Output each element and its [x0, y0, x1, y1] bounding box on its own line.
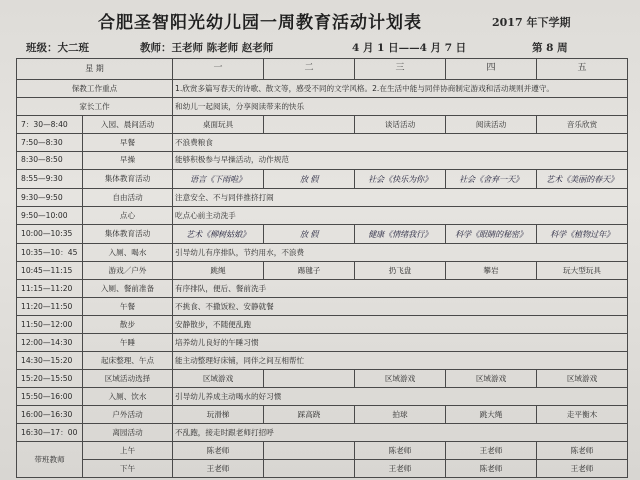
duty-teacher-cell: 王老师 [355, 459, 446, 477]
weekly-content-cell: 注意安全、不与同伴推挤打闹 [173, 189, 628, 207]
day-cell: 阅读活动 [446, 115, 537, 133]
day-cell: 区域游戏 [355, 369, 446, 387]
time-cell: 16:00—16:30 [17, 405, 83, 423]
time-cell: 10:35—10：45 [17, 244, 83, 262]
day-cell: 放 假 [264, 169, 355, 188]
activity-cell: 入厕、餐前准备 [83, 280, 173, 298]
weekday-4: 四 [446, 59, 537, 80]
weekday-header-row [17, 59, 628, 80]
activity-cell: 区域活动选择 [83, 369, 173, 387]
date-range: 4 月 1 日——4 月 7 日 [352, 42, 467, 54]
activity-cell: 游戏／户外 [83, 262, 173, 280]
day-cell: 健康《情绪我行》 [355, 224, 446, 243]
schedule-row [17, 334, 628, 352]
weekly-content-cell: 引导幼儿养成主动喝水的好习惯 [173, 387, 628, 405]
day-cell: 区域游戏 [173, 369, 264, 387]
weekly-content-cell: 吃点心前主动洗手 [173, 206, 628, 224]
week-number: 第 8 周 [532, 42, 568, 54]
activity-cell: 自由活动 [83, 189, 173, 207]
schedule-row [17, 115, 628, 133]
weekly-content-cell: 1.欣赏多篇写春天的诗歌、散文等，感受不同的文学风格。2.在生活中能与同伴协商制定游戏和活动规则并遵守。 [173, 79, 628, 97]
day-cell: 踢毽子 [264, 262, 355, 280]
duty-teacher-cell [264, 441, 355, 459]
schedule-row [17, 206, 628, 224]
schedule-row [17, 280, 628, 298]
schedule-row [17, 244, 628, 262]
schedule-row [17, 224, 628, 243]
duty-teacher-cell: 陈老师 [537, 441, 628, 459]
day-cell: 社会《舍弃一天》 [446, 169, 537, 188]
activity-cell: 起床整理、午点 [83, 352, 173, 370]
schedule-row [17, 169, 628, 188]
day-cell: 区域游戏 [446, 369, 537, 387]
schedule-row [17, 79, 628, 97]
row-heading: 保教工作重点 [17, 79, 173, 97]
weekly-content-cell: 不挑食、不撒饭粒、安静就餐 [173, 298, 628, 316]
weekday-1: 一 [173, 59, 264, 80]
schedule-row [17, 189, 628, 207]
weekly-content-cell: 引导幼儿有序排队，节约用水，不浪费 [173, 244, 628, 262]
day-cell: 音乐欣赏 [537, 115, 628, 133]
weekly-content-cell: 培养幼儿良好的午睡习惯 [173, 334, 628, 352]
time-cell: 11:20—11:50 [17, 298, 83, 316]
schedule-row [17, 387, 628, 405]
weekly-content-cell: 能够积极参与早操活动，动作规范 [173, 151, 628, 169]
weekly-content-cell: 不乱跑，接走时跟老师打招呼 [173, 423, 628, 441]
day-cell [264, 369, 355, 387]
schedule-row [17, 151, 628, 169]
activity-cell: 户外活动 [83, 405, 173, 423]
schedule-row [17, 369, 628, 387]
day-cell: 谈话活动 [355, 115, 446, 133]
day-cell: 桌面玩具 [173, 115, 264, 133]
time-cell: 12:00—14:30 [17, 334, 83, 352]
schedule-row [17, 133, 628, 151]
duty-teacher-cell: 陈老师 [446, 459, 537, 477]
activity-cell: 离园活动 [83, 423, 173, 441]
weekday-3: 三 [355, 59, 446, 80]
activity-cell: 入厕、喝水 [83, 244, 173, 262]
day-cell: 语言《下雨啦》 [173, 169, 264, 188]
day-cell: 攀岩 [446, 262, 537, 280]
time-cell: 11:50—12:00 [17, 316, 83, 334]
time-cell: 7：30—8:40 [17, 115, 83, 133]
day-cell: 放 假 [264, 224, 355, 243]
activity-cell: 点心 [83, 206, 173, 224]
am-label: 上午 [83, 441, 173, 459]
schedule-row [17, 262, 628, 280]
time-cell: 14:30—15:20 [17, 352, 83, 370]
duty-teacher-cell: 陈老师 [355, 441, 446, 459]
schedule-row [17, 423, 628, 441]
class-label: 班级：大二班 [26, 42, 89, 54]
day-cell: 踩高跷 [264, 405, 355, 423]
page-title: 合肥圣智阳光幼儿园一周教育活动计划表 [98, 13, 422, 33]
time-cell: 9:50—10:00 [17, 206, 83, 224]
day-cell: 扔飞盘 [355, 262, 446, 280]
day-cell: 区域游戏 [537, 369, 628, 387]
day-cell: 艺术《柳树姑娘》 [173, 224, 264, 243]
time-cell: 15:20—15:50 [17, 369, 83, 387]
weekly-content-cell: 安静散步，不随便乱跑 [173, 316, 628, 334]
weekday-label: 星 期 [17, 59, 173, 80]
duty-teacher-cell [264, 459, 355, 477]
weekly-content-cell: 有序排队，便后、餐前洗手 [173, 280, 628, 298]
day-cell: 社会《快乐为你》 [355, 169, 446, 188]
activity-cell: 早操 [83, 151, 173, 169]
duty-row-am [17, 441, 628, 459]
duty-row-pm [17, 459, 628, 477]
day-cell [264, 115, 355, 133]
time-cell: 7:50—8:30 [17, 133, 83, 151]
semester-label: 2017 年下学期 [492, 16, 571, 29]
activity-cell: 散步 [83, 316, 173, 334]
weekly-content-cell: 和幼儿一起阅读，分享阅读带来的快乐 [173, 97, 628, 115]
time-cell: 8:30—8:50 [17, 151, 83, 169]
pm-label: 下午 [83, 459, 173, 477]
day-cell: 科学《植物过年》 [537, 224, 628, 243]
time-cell: 15:50—16:00 [17, 387, 83, 405]
duty-teacher-cell: 王老师 [446, 441, 537, 459]
weekday-5: 五 [537, 59, 628, 80]
duty-teacher-cell: 王老师 [537, 459, 628, 477]
weekly-plan-table [16, 58, 628, 478]
duty-label: 带班教师 [17, 441, 83, 477]
activity-cell: 入园、晨间活动 [83, 115, 173, 133]
time-cell: 10:00—10:35 [17, 224, 83, 243]
schedule-row [17, 298, 628, 316]
day-cell: 跳大绳 [446, 405, 537, 423]
time-cell: 8:55—9:30 [17, 169, 83, 188]
day-cell: 玩滑梯 [173, 405, 264, 423]
activity-cell: 集体教育活动 [83, 169, 173, 188]
schedule-row [17, 405, 628, 423]
activity-cell: 午餐 [83, 298, 173, 316]
schedule-row [17, 352, 628, 370]
time-cell: 10:45—11:15 [17, 262, 83, 280]
activity-cell: 早餐 [83, 133, 173, 151]
schedule-row [17, 97, 628, 115]
schedule-row [17, 316, 628, 334]
time-cell: 11:15—11:20 [17, 280, 83, 298]
day-cell: 科学《眼睛的秘密》 [446, 224, 537, 243]
teachers-label: 教师：王老师 陈老师 赵老师 [140, 42, 274, 54]
activity-cell: 集体教育活动 [83, 224, 173, 243]
day-cell: 跳绳 [173, 262, 264, 280]
weekly-content-cell: 能主动整理好床铺，同伴之间互相帮忙 [173, 352, 628, 370]
day-cell: 玩大型玩具 [537, 262, 628, 280]
day-cell: 艺术《美丽的春天》 [537, 169, 628, 188]
duty-teacher-cell: 陈老师 [173, 441, 264, 459]
weekly-content-cell: 不浪费粮食 [173, 133, 628, 151]
time-cell: 9:30—9:50 [17, 189, 83, 207]
row-heading: 家长工作 [17, 97, 173, 115]
time-cell: 16:30—17：00 [17, 423, 83, 441]
activity-cell: 入厕、饮水 [83, 387, 173, 405]
weekday-2: 二 [264, 59, 355, 80]
activity-cell: 午睡 [83, 334, 173, 352]
duty-teacher-cell: 王老师 [173, 459, 264, 477]
day-cell: 拍球 [355, 405, 446, 423]
day-cell: 走平衡木 [537, 405, 628, 423]
